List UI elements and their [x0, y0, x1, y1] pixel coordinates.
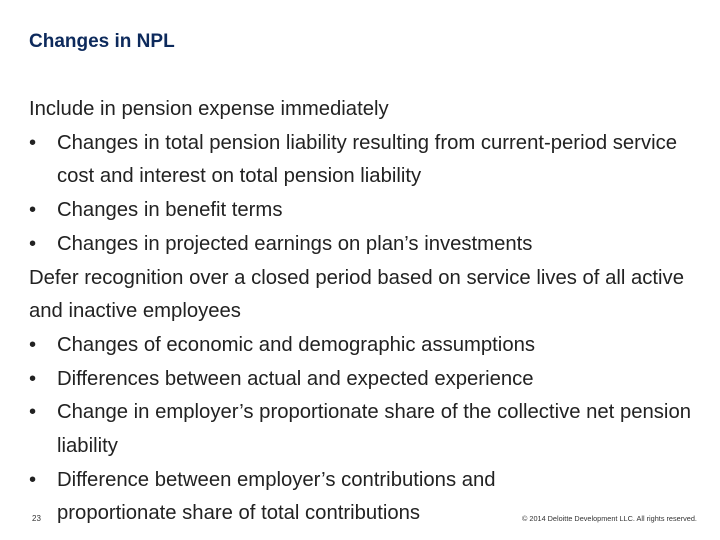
slide-title: Changes in NPL: [29, 31, 175, 52]
section-heading-defer: Defer recognition over a closed period based on service lives of all active and inactive employees: [29, 266, 684, 323]
bullet-text: Changes in benefit terms: [57, 199, 283, 222]
slide-number: 23: [32, 514, 41, 523]
bullet-item: [29, 194, 709, 228]
bullet-text: Difference between employer’s contributions and proportionate share of total contributions: [57, 468, 496, 525]
bullet-text: Change in employer’s proportionate share of the collective net pension liability: [57, 401, 691, 458]
bullet-item: [29, 127, 709, 194]
bullet-text: Differences between actual and expected experience: [57, 367, 534, 390]
bullet-glyph: •: [29, 199, 37, 222]
bullet-text: Changes in total pension liability resulting from current-period service cost and interest on total pension liability: [57, 131, 678, 188]
bullet-item: [29, 396, 709, 463]
bullet-glyph: •: [29, 333, 37, 356]
bullet-glyph: •: [29, 131, 37, 154]
bullet-glyph: •: [29, 401, 37, 424]
copyright-notice: © 2014 Deloitte Development LLC. All rights reserved.: [522, 514, 697, 523]
bullet-item: [29, 329, 709, 363]
bullet-glyph: •: [29, 468, 37, 491]
slide-body: [29, 93, 709, 531]
bullet-text: Changes of economic and demographic assumptions: [57, 333, 536, 356]
bullet-glyph: •: [29, 367, 37, 390]
bullet-item: [29, 228, 709, 262]
bullet-text: Changes in projected earnings on plan’s investments: [57, 232, 533, 255]
section-heading-immediate: Include in pension expense immediately: [29, 98, 389, 120]
bullet-item: [29, 363, 709, 397]
bullet-glyph: •: [29, 232, 37, 255]
